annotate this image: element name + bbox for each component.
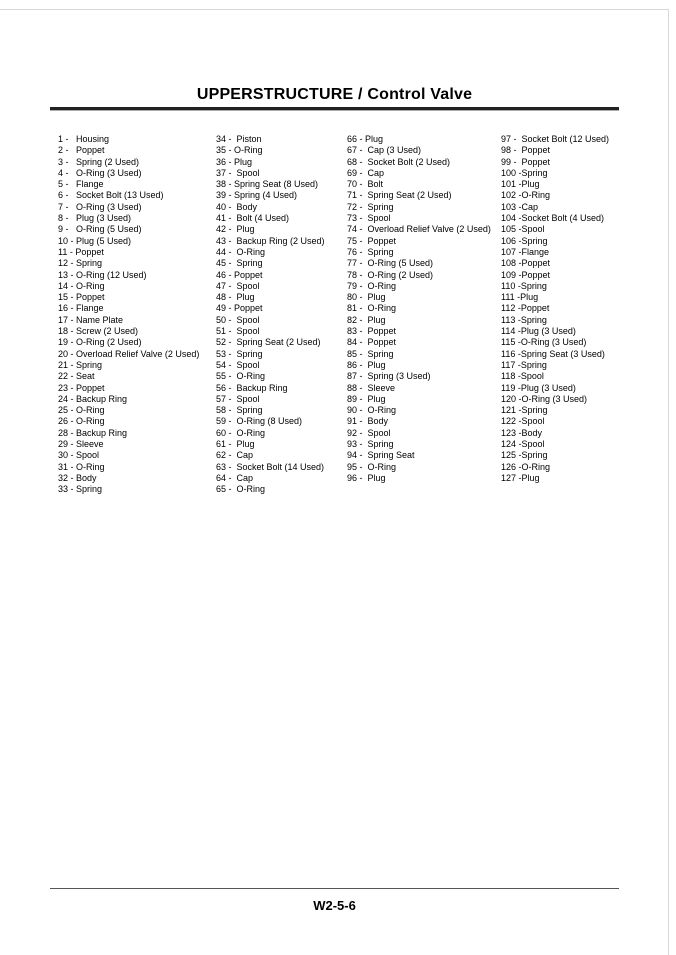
part-list-item: 5 - Flange — [58, 179, 104, 190]
part-list-item: 13 - O-Ring (12 Used) — [58, 269, 147, 280]
part-list-item: 7 - O-Ring (3 Used) — [58, 201, 142, 212]
parts-column-1 — [58, 134, 199, 496]
part-list-item: 107 -Flange — [501, 246, 550, 257]
part-list-item: 93 - Spring — [347, 439, 394, 450]
parts-column-3 — [347, 134, 491, 484]
part-list-item: 111 -Plug — [501, 292, 539, 303]
part-list-item: 61 - Plug — [216, 439, 255, 450]
part-list-item: 127 -Plug — [501, 472, 540, 483]
part-list-item: 115 -O-Ring (3 Used) — [501, 337, 587, 348]
part-list-item: 122 -Spool — [501, 416, 545, 427]
part-list-item: 18 - Screw (2 Used) — [58, 326, 139, 337]
part-list-item: 60 - O-Ring — [216, 427, 266, 438]
part-list-item: 95 - O-Ring — [347, 461, 397, 472]
part-list-item: 47 - Spool — [216, 280, 260, 291]
part-list-item: 118 -Spool — [501, 371, 544, 382]
part-list-item: 68 - Socket Bolt (2 Used) — [347, 156, 451, 167]
part-list-item: 63 - Socket Bolt (14 Used) — [216, 461, 325, 472]
part-list-item: 104 -Socket Bolt (4 Used) — [501, 213, 605, 224]
part-list-item: 19 - O-Ring (2 Used) — [58, 337, 142, 348]
part-list-item: 36 - Plug — [216, 156, 253, 167]
part-list-item: 109 -Poppet — [501, 269, 551, 280]
part-list-item: 114 -Plug (3 Used) — [501, 326, 576, 337]
part-list-item: 41 - Bolt (4 Used) — [216, 213, 290, 224]
part-list-item: 123 -Body — [501, 427, 543, 438]
part-list-item: 99 - Poppet — [501, 156, 551, 167]
part-list-item: 6 - Socket Bolt (13 Used) — [58, 190, 164, 201]
part-list-item: 120 -O-Ring (3 Used) — [501, 393, 588, 404]
part-list-item: 81 - O-Ring — [347, 303, 397, 314]
part-list-item: 57 - Spool — [216, 393, 260, 404]
part-list-item: 50 - Spool — [216, 314, 260, 325]
part-list-item: 51 - Spool — [216, 326, 260, 337]
part-list-item: 53 - Spring — [216, 348, 263, 359]
part-list-item: 8 - Plug (3 Used) — [58, 213, 132, 224]
part-list-item: 126 -O-Ring — [501, 461, 551, 472]
part-list-item: 26 - O-Ring — [58, 416, 105, 427]
part-list-item: 54 - Spool — [216, 359, 260, 370]
parts-column-4 — [501, 134, 609, 484]
part-list-item: 121 -Spring — [501, 405, 548, 416]
part-list-item: 58 - Spring — [216, 405, 263, 416]
part-list-item: 16 - Flange — [58, 303, 104, 314]
part-list-item: 56 - Backup Ring — [216, 382, 288, 393]
part-list-item: 62 - Cap — [216, 450, 254, 461]
part-list-item: 86 - Plug — [347, 359, 386, 370]
part-list-item: 31 - O-Ring — [58, 461, 105, 472]
part-list-item: 30 - Spool — [58, 450, 100, 461]
footer-divider — [50, 888, 619, 889]
part-list-item: 28 - Backup Ring — [58, 427, 128, 438]
part-list-item: 105 -Spool — [501, 224, 545, 235]
part-list-item: 64 - Cap — [216, 472, 254, 483]
part-list-item: 42 - Plug — [216, 224, 255, 235]
part-list-item: 25 - O-Ring — [58, 405, 105, 416]
part-list-item: 96 - Plug — [347, 472, 386, 483]
part-list-item: 38 - Spring Seat (8 Used) — [216, 179, 319, 190]
part-list-item: 79 - O-Ring — [347, 280, 397, 291]
part-list-item: 66 - Plug — [347, 134, 384, 144]
part-list-item: 124 -Spool — [501, 439, 545, 450]
part-list-item: 1 - Housing — [58, 134, 110, 144]
parts-column-2 — [216, 134, 325, 496]
part-list-item: 49 - Poppet — [216, 303, 263, 314]
part-list-item: 48 - Plug — [216, 292, 255, 303]
part-list-item: 32 - Body — [58, 472, 97, 483]
part-list-item: 73 - Spool — [347, 213, 391, 224]
part-list-item: 35 - O-Ring — [216, 145, 263, 156]
part-list-item: 75 - Poppet — [347, 235, 397, 246]
part-list-item: 87 - Spring (3 Used) — [347, 371, 431, 382]
part-list-item: 78 - O-Ring (2 Used) — [347, 269, 434, 280]
part-list-item: 29 - Sleeve — [58, 439, 104, 450]
part-list-item: 125 -Spring — [501, 450, 548, 461]
title-divider-shadow — [50, 110, 619, 111]
part-list-item: 12 - Spring — [58, 258, 103, 269]
part-list-item: 43 - Backup Ring (2 Used) — [216, 235, 325, 246]
part-list-item: 3 - Spring (2 Used) — [58, 156, 140, 167]
part-list-item: 70 - Bolt — [347, 179, 384, 190]
part-list-item: 82 - Plug — [347, 314, 386, 325]
part-list-item: 44 - O-Ring — [216, 246, 266, 257]
part-list-item: 89 - Plug — [347, 393, 386, 404]
part-list-item: 67 - Cap (3 Used) — [347, 145, 422, 156]
part-list-item: 55 - O-Ring — [216, 371, 266, 382]
page-title: UPPERSTRUCTURE / Control Valve — [196, 86, 473, 103]
part-list-item: 98 - Poppet — [501, 145, 551, 156]
part-list-item: 101 -Plug — [501, 179, 540, 190]
part-list-item: 119 -Plug (3 Used) — [501, 382, 576, 393]
part-list-item: 23 - Poppet — [58, 382, 105, 393]
part-list-item: 77 - O-Ring (5 Used) — [347, 258, 434, 269]
part-list-item: 10 - Plug (5 Used) — [58, 235, 132, 246]
part-list-item: 76 - Spring — [347, 246, 394, 257]
part-list-item: 11 - Poppet — [58, 246, 104, 257]
part-list-item: 71 - Spring Seat (2 Used) — [347, 190, 452, 201]
part-list-item: 103 -Cap — [501, 201, 539, 212]
part-list-item: 37 - Spool — [216, 167, 260, 178]
part-list-item: 88 - Sleeve — [347, 382, 396, 393]
part-list-item: 24 - Backup Ring — [58, 393, 128, 404]
part-list-item: 4 - O-Ring (3 Used) — [58, 167, 142, 178]
part-list-item: 97 - Socket Bolt (12 Used) — [501, 134, 610, 144]
part-list-item: 117 -Spring — [501, 359, 547, 370]
part-list-item: 17 - Name Plate — [58, 314, 124, 325]
part-list-item: 80 - Plug — [347, 292, 386, 303]
part-list-item: 108 -Poppet — [501, 258, 551, 269]
part-list-item: 69 - Cap — [347, 167, 385, 178]
part-list-item: 74 - Overload Relief Valve (2 Used) — [347, 224, 491, 235]
part-list-item: 52 - Spring Seat (2 Used) — [216, 337, 321, 348]
part-list-item: 40 - Body — [216, 201, 258, 212]
part-list-item: 102 -O-Ring — [501, 190, 551, 201]
part-list-item: 14 - O-Ring — [58, 280, 105, 291]
part-list-item: 20 - Overload Relief Valve (2 Used) — [58, 348, 200, 359]
part-list-item: 116 -Spring Seat (3 Used) — [501, 348, 605, 359]
part-list-item: 33 - Spring — [58, 484, 103, 495]
part-list-item: 46 - Poppet — [216, 269, 263, 280]
part-list-item: 92 - Spool — [347, 427, 391, 438]
part-list-item: 39 - Spring (4 Used) — [216, 190, 298, 201]
part-list-item: 34 - Piston — [216, 134, 262, 144]
part-list-item: 91 - Body — [347, 416, 389, 427]
part-list-item: 100 -Spring — [501, 167, 548, 178]
part-list-item: 110 -Spring — [501, 280, 547, 291]
part-list-item: 106 -Spring — [501, 235, 548, 246]
page-number: W2-5-6 — [313, 898, 356, 913]
part-list-item: 15 - Poppet — [58, 292, 105, 303]
part-list-item: 85 - Spring — [347, 348, 394, 359]
part-list-item: 2 - Poppet — [58, 145, 105, 156]
part-list-item: 45 - Spring — [216, 258, 263, 269]
parts-list — [58, 134, 638, 504]
part-list-item: 112 -Poppet — [501, 303, 550, 314]
part-list-item: 65 - O-Ring — [216, 484, 266, 495]
part-list-item: 90 - O-Ring — [347, 405, 397, 416]
part-list-item: 22 - Seat — [58, 371, 95, 382]
part-list-item: 21 - Spring — [58, 359, 103, 370]
part-list-item: 94 - Spring Seat — [347, 450, 415, 461]
part-list-item: 9 - O-Ring (5 Used) — [58, 224, 142, 235]
part-list-item: 113 -Spring — [501, 314, 547, 325]
part-list-item: 84 - Poppet — [347, 337, 397, 348]
part-list-item: 59 - O-Ring (8 Used) — [216, 416, 303, 427]
part-list-item: 83 - Poppet — [347, 326, 397, 337]
part-list-item: 72 - Spring — [347, 201, 394, 212]
